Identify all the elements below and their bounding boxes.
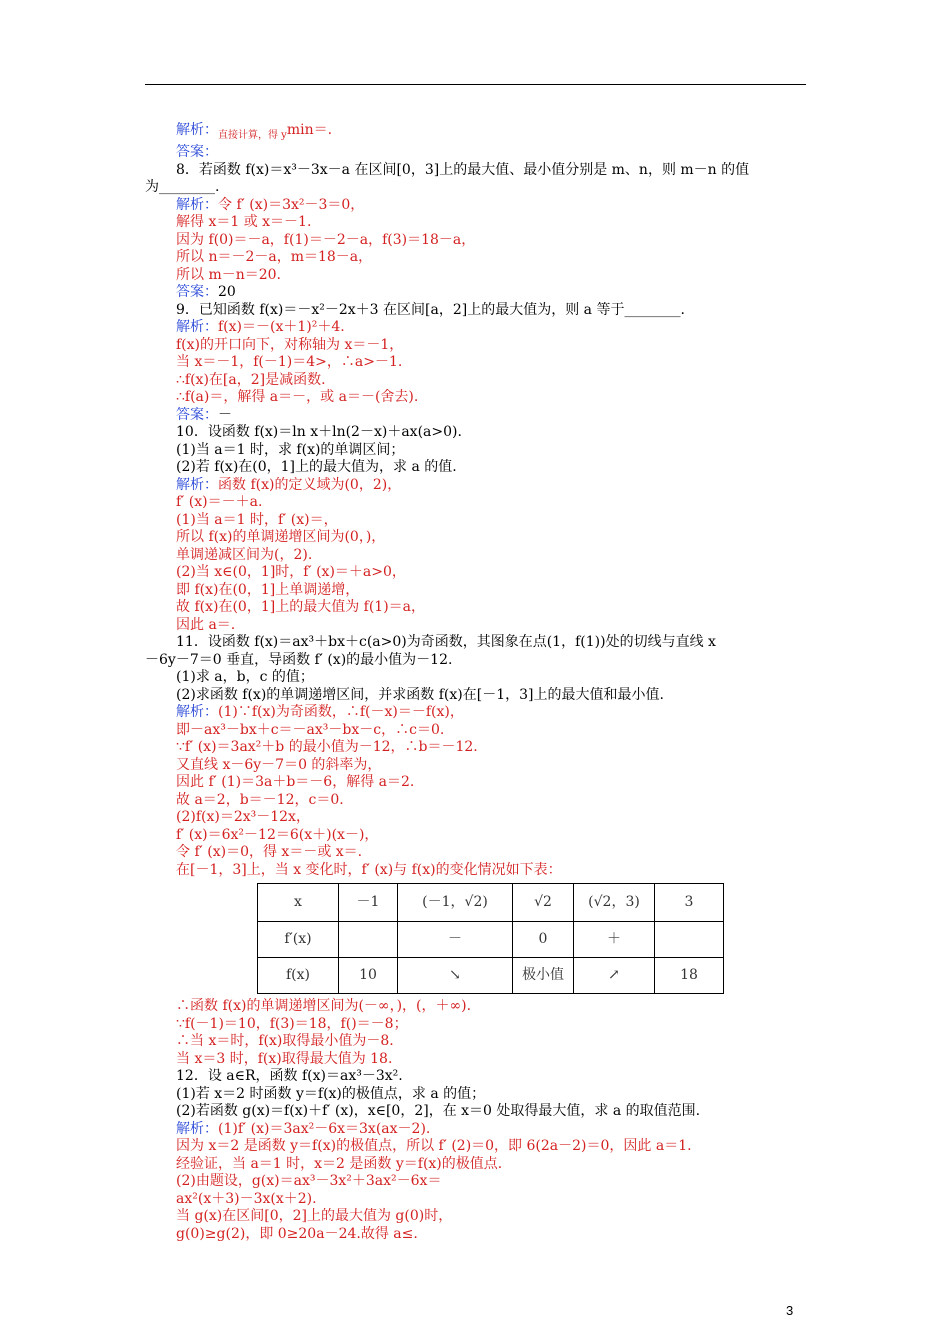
header-rule <box>145 84 806 85</box>
text-line <box>145 372 806 390</box>
text-segment: (1)当 a＝1 时，f′ (x)＝， <box>176 511 338 528</box>
text-segment: 12．设 a∈R，函数 f(x)＝ax³－3x². <box>176 1068 403 1085</box>
text-line <box>145 302 806 320</box>
text-segment: ∴当 x＝时，f(x)取得最小值为－8. <box>176 1033 394 1050</box>
text-line <box>145 319 806 337</box>
text-segment: 直接计算，得 y <box>218 129 287 141</box>
text-segment: 因为 x＝2 是函数 y＝f(x)的极值点，所以 f′ (2)＝0，即 6(2a－2)＝0，因此 a＝1. <box>176 1138 692 1155</box>
table-cell: (√2，3) <box>574 884 655 922</box>
text-segment: 20 <box>218 284 236 301</box>
text-line <box>145 1208 806 1226</box>
text-line <box>145 774 806 792</box>
text-segment: 故 a＝2，b＝－12，c＝0. <box>176 791 344 808</box>
text-line <box>145 529 806 547</box>
text-segment: 8．若函数 f(x)＝x³－3x－a 在区间[0，3]上的最大值、最小值分别是 m、n，则 m－n 的值 <box>176 161 750 178</box>
text-line <box>145 144 806 162</box>
text-line <box>145 179 806 197</box>
text-segment: 又直线 x－6y－7＝0 的斜率为， <box>176 756 382 773</box>
text-line <box>145 494 806 512</box>
text-line <box>145 1103 806 1121</box>
text-line <box>145 827 806 845</box>
text-line <box>145 792 806 810</box>
table-cell: 极小值 <box>513 958 574 994</box>
table-cell: √2 <box>513 884 574 922</box>
text-segment: (2)若函数 g(x)＝f(x)＋f′ (x)，x∈[0，2]，在 x＝0 处取得最大值，求 a 的取值范围. <box>176 1103 701 1120</box>
section-label: 解析： <box>176 196 218 213</box>
text-line <box>145 844 806 862</box>
table-cell: 10 <box>339 958 398 994</box>
text-segment: ＝. <box>313 122 333 138</box>
text-line <box>145 739 806 757</box>
table-cell: f′(x) <box>258 922 339 958</box>
text-line <box>145 564 806 582</box>
text-line <box>145 1051 806 1069</box>
text-segment: 故 f(x)在(0，1]上的最大值为 f(1)＝a， <box>176 599 425 616</box>
text-segment: 令 f′ (x)＝0，得 x＝－或 x＝. <box>176 844 363 861</box>
text-segment: 解得 x＝1 或 x＝－1. <box>176 214 312 231</box>
text-line <box>145 197 806 215</box>
text-segment: (1)求 a，b，c 的值； <box>176 669 314 686</box>
text-line <box>145 284 806 302</box>
text-line <box>145 477 806 495</box>
text-segment: 当 x＝3 时，f(x)取得最大值为 18. <box>176 1050 393 1067</box>
text-line <box>145 162 806 180</box>
text-segment: ∵f(－1)＝10，f(3)＝18，f()＝－8； <box>176 1015 408 1032</box>
text-segment: 当 x＝－1，f(－1)＝4>，∴a>－1. <box>176 354 403 371</box>
text-segment: f′ (x)＝－＋a. <box>176 494 263 511</box>
text-line <box>145 424 806 442</box>
table-row <box>258 884 724 922</box>
text-segment: 即 f(x)在(0，1]上单调递增， <box>176 581 360 598</box>
section-label: 解析： <box>176 122 218 138</box>
text-segment: 所以 n＝－2－a，m＝18－a， <box>176 249 373 266</box>
table-cell: 0 <box>513 922 574 958</box>
text-segment: － <box>218 406 232 423</box>
text-segment: 当 g(x)在区间[0，2]上的最大值为 g(0)时， <box>176 1208 453 1225</box>
text-segment: (2)由题设，g(x)＝ax³－3x²＋3ax²－6x＝ <box>176 1173 442 1190</box>
table-cell: 18 <box>655 958 724 994</box>
text-line <box>145 267 806 285</box>
text-line <box>145 407 806 425</box>
text-segment: 所以 f(x)的单调递增区间为(0，)， <box>176 529 386 546</box>
variation-table <box>257 883 724 994</box>
text-segment: 9．已知函数 f(x)＝－x²－2x＋3 在区间[a，2]上的最大值为，则 a 等于________. <box>176 301 685 318</box>
text-line <box>145 232 806 250</box>
table-cell: 3 <box>655 884 724 922</box>
text-line <box>145 459 806 477</box>
section-label: 解析： <box>176 1120 218 1137</box>
section-label: 答案： <box>176 144 218 161</box>
text-segment: min <box>286 122 314 138</box>
table-row <box>258 958 724 994</box>
text-line <box>145 354 806 372</box>
text-segment: －6y－7＝0 垂直，导函数 f′ (x)的最小值为－12. <box>145 651 453 668</box>
text-line <box>145 512 806 530</box>
text-segment: 为________. <box>145 179 220 196</box>
text-segment: (1)若 x＝2 时函数 y＝f(x)的极值点，求 a 的值； <box>176 1085 486 1102</box>
text-segment: ∴f(x)在[a，2]是减函数. <box>176 371 326 388</box>
section-label: 答案： <box>176 284 218 301</box>
text-line <box>145 704 806 722</box>
text-line <box>145 1016 806 1034</box>
text-line <box>145 1068 806 1086</box>
text-line <box>145 249 806 267</box>
table-cell: (－1，√2) <box>398 884 513 922</box>
table-row <box>258 922 724 958</box>
table-cell <box>655 922 724 958</box>
text-segment: 经验证，当 a＝1 时，x＝2 是函数 y＝f(x)的极值点. <box>176 1155 503 1172</box>
solution-text-part-2 <box>145 998 806 1243</box>
text-line <box>145 757 806 775</box>
text-segment: 函数 f(x)的定义域为(0，2)， <box>218 476 402 493</box>
text-segment: 令 f′ (x)＝3x²－3＝0， <box>218 196 365 213</box>
text-line <box>145 389 806 407</box>
text-segment: (1)当 a＝1 时，求 f(x)的单调区间； <box>176 441 405 458</box>
text-line <box>145 547 806 565</box>
section-label: 解析： <box>176 476 218 493</box>
text-line <box>145 1191 806 1209</box>
text-segment: f′ (x)＝6x²－12＝6(x＋)(x－)， <box>176 826 379 843</box>
text-line <box>145 582 806 600</box>
text-segment: (1)∵f(x)为奇函数，∴f(－x)＝－f(x)， <box>218 704 464 721</box>
table-cell: f(x) <box>258 958 339 994</box>
text-segment: 即－ax³－bx＋c＝－ax³－bx－c，∴c＝0. <box>176 721 445 738</box>
text-segment: 因此 a＝. <box>176 616 236 633</box>
text-line <box>145 722 806 740</box>
text-line <box>145 122 806 144</box>
text-segment: 单调递减区间为(，2). <box>176 546 313 563</box>
text-line <box>145 1086 806 1104</box>
text-segment: (2)若 f(x)在(0，1]上的最大值为，求 a 的值. <box>176 459 457 476</box>
text-segment: (1)f′ (x)＝3ax²－6x＝3x(ax－2). <box>218 1120 431 1137</box>
table-cell: x <box>258 884 339 922</box>
document-body <box>145 122 806 1243</box>
text-segment: g(0)≥g(2)，即 0≥20a－24.故得 a≤. <box>176 1225 418 1242</box>
text-line <box>145 599 806 617</box>
table-cell: ↗ <box>574 958 655 994</box>
section-label: 解析： <box>176 704 218 721</box>
text-line <box>145 687 806 705</box>
text-line <box>145 1173 806 1191</box>
section-label: 答案： <box>176 406 218 423</box>
text-line <box>145 1156 806 1174</box>
text-line <box>145 634 806 652</box>
text-line <box>145 1138 806 1156</box>
text-line <box>145 617 806 635</box>
text-segment: ∴f(a)＝，解得 a＝－，或 a＝－(舍去). <box>176 389 419 406</box>
text-segment: (2)求函数 f(x)的单调递增区间，并求函数 f(x)在[－1，3]上的最大值和最小值. <box>176 686 664 703</box>
table-cell: ＋ <box>574 922 655 958</box>
text-segment: f(x)的开口向下，对称轴为 x＝－1， <box>176 336 404 353</box>
table-cell <box>339 922 398 958</box>
text-segment: 所以 m－n＝20. <box>176 266 282 283</box>
text-line <box>145 1226 806 1244</box>
text-segment: 在[－1，3]上，当 x 变化时，f′ (x)与 f(x)的变化情况如下表： <box>176 861 562 878</box>
text-segment: 10．设函数 f(x)＝ln x＋ln(2－x)＋ax(a>0). <box>176 424 462 441</box>
text-segment: 11．设函数 f(x)＝ax³＋bx＋c(a>0)为奇函数，其图象在点(1，f(1))处的切线与直线 x <box>176 634 716 651</box>
text-line <box>145 998 806 1016</box>
table-cell: ↘ <box>398 958 513 994</box>
text-segment: (2)f(x)＝2x³－12x， <box>176 809 310 826</box>
table-cell: －1 <box>339 884 398 922</box>
text-segment: ∴函数 f(x)的单调递增区间为(－∞，)，(，＋∞). <box>176 998 472 1015</box>
text-line <box>145 809 806 827</box>
section-label: 解析： <box>176 319 218 336</box>
text-segment: ∵f′ (x)＝3ax²＋b 的最小值为－12，∴b＝－12. <box>176 739 478 756</box>
text-line <box>145 862 806 880</box>
text-segment: ax²(x＋3)－3x(x＋2). <box>176 1190 317 1207</box>
page-number: 3 <box>786 1303 794 1318</box>
text-segment: (2)当 x∈(0，1]时，f′ (x)＝＋a>0， <box>176 564 406 581</box>
text-segment: f(x)＝－(x＋1)²＋4. <box>218 319 345 336</box>
solution-text-part-1 <box>145 122 806 879</box>
text-line <box>145 1121 806 1139</box>
text-line <box>145 1033 806 1051</box>
text-line <box>145 337 806 355</box>
text-segment: 因为 f(0)＝－a，f(1)＝－2－a，f(3)＝18－a， <box>176 231 476 248</box>
text-line <box>145 652 806 670</box>
table-cell: － <box>398 922 513 958</box>
text-line <box>145 214 806 232</box>
text-line <box>145 669 806 687</box>
text-segment: 因此 f′ (1)＝3a＋b＝－6，解得 a＝2. <box>176 774 415 791</box>
text-line <box>145 442 806 460</box>
